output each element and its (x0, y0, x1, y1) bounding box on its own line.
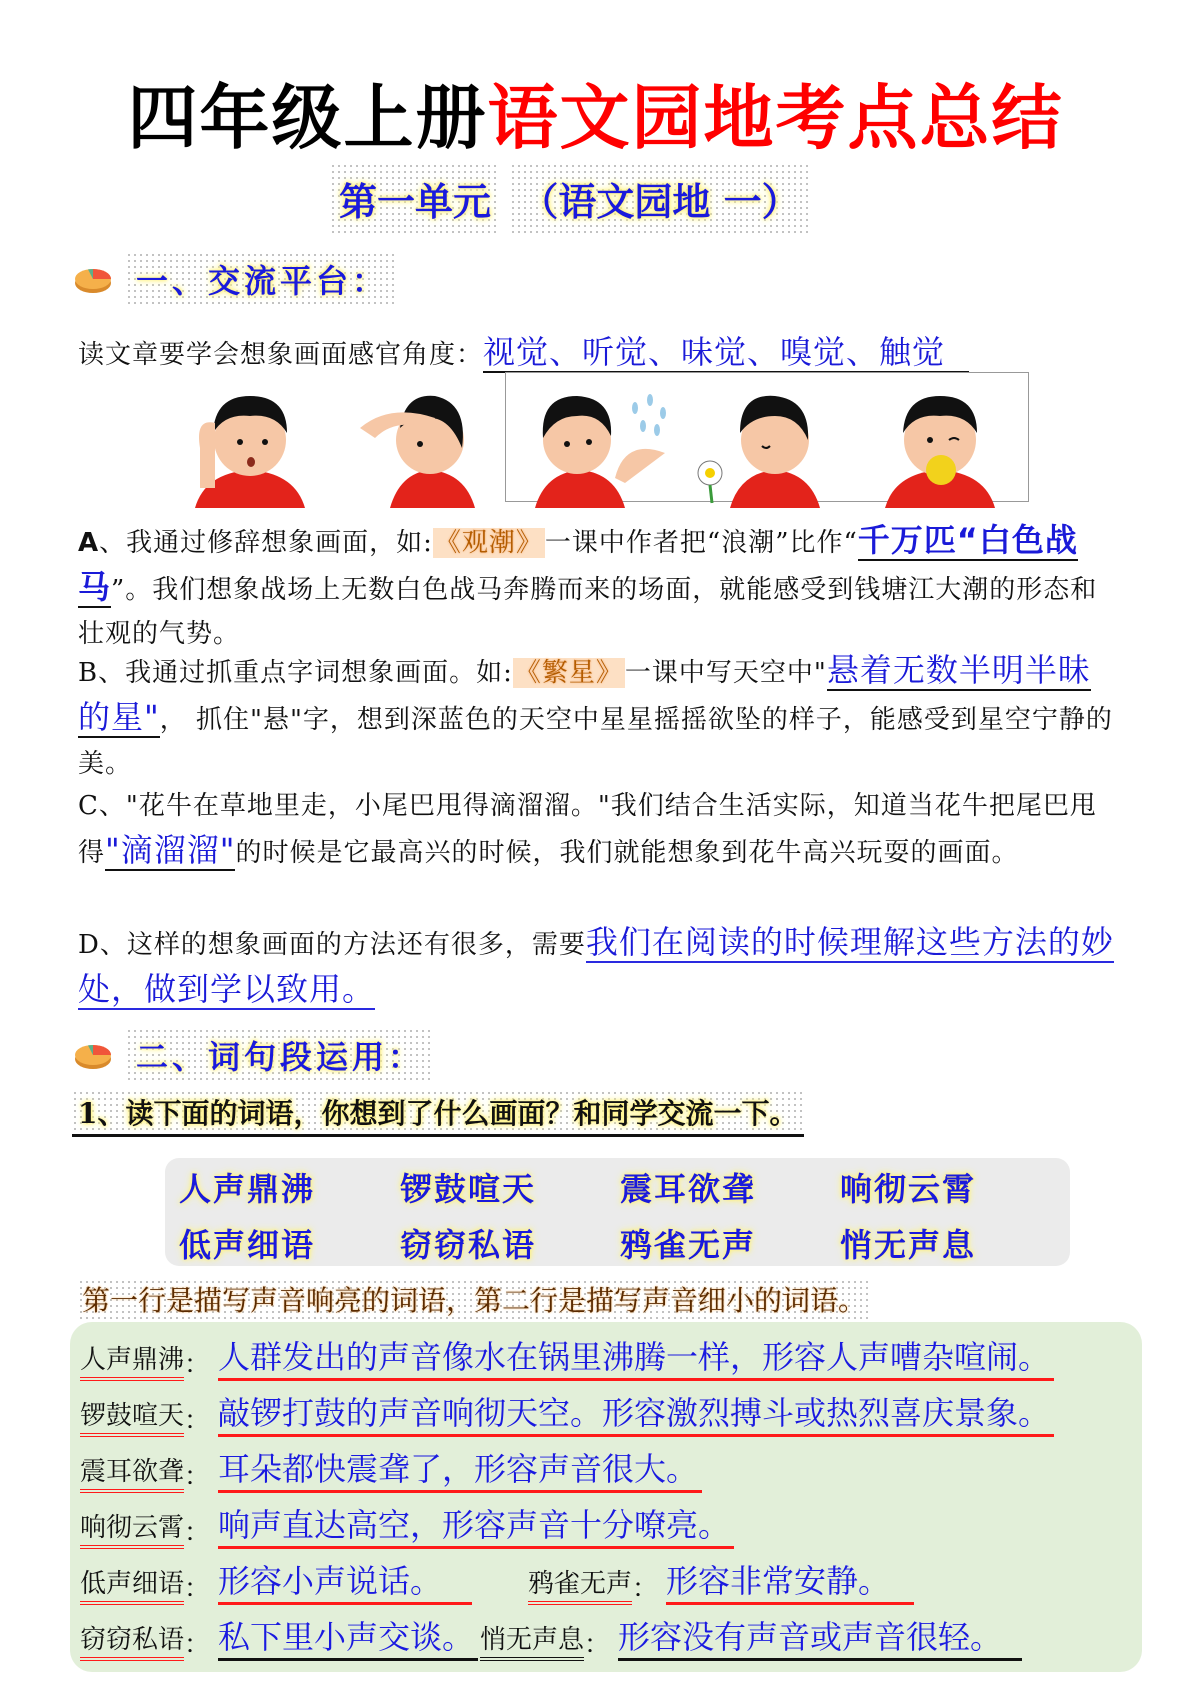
paragraph-a-text2: 一课中作者把“浪潮”比作“ (544, 528, 858, 558)
unit-heading-part1: 第一单元 (330, 163, 500, 233)
colon: ： (184, 1518, 211, 1548)
paragraph-b-text2: 一课中写天空中" (624, 658, 827, 688)
title-red-part: 语文园地考点总结 (487, 77, 1064, 159)
definition-term: 鸦雀无声 (528, 1563, 632, 1605)
page-title (0, 62, 1191, 163)
paragraph-a-text1: 、我通过修辞想象画面，如: (99, 528, 433, 558)
paragraph-b-text3: ， 抓住"悬"字，想到深蓝色的天空中星星摇摇欲坠的样子，能感受到星空宁静的美。 (78, 705, 1113, 779)
definition-meaning: 耳朵都快震聋了，形容声音很大。 (218, 1444, 702, 1493)
paragraph-c-text2: 的时候是它最高兴的时候，我们就能想象到花牛高兴玩耍的画面。 (235, 838, 1019, 868)
pie-chart-icon (74, 1042, 112, 1068)
definition-row (480, 1612, 1022, 1661)
colon: ： (184, 1574, 211, 1604)
definition-row (80, 1612, 478, 1661)
colon: ： (184, 1350, 211, 1380)
definition-meaning: 形容非常安静。 (666, 1556, 914, 1605)
definition-meaning: 人群发出的声音像水在锅里沸腾一样，形容人声嘈杂喧闹。 (218, 1332, 1054, 1381)
colon: ： (632, 1574, 659, 1604)
definition-term: 窃窃私语 (80, 1619, 184, 1661)
title-black-part: 四年级上册 (127, 77, 488, 159)
word-item: 窃窃私语 (400, 1226, 537, 1264)
word-item: 震耳欲聋 (620, 1170, 757, 1208)
paragraph-d-text1: D、这样的想象画面的方法还有很多，需要 (78, 930, 586, 960)
paragraph-b (78, 648, 1118, 786)
definition-term: 人声鼎沸 (80, 1339, 184, 1381)
definition-term: 悄无声息 (480, 1619, 584, 1661)
definition-row (80, 1500, 734, 1549)
word-category-note: 第一行是描写声音响亮的词语，第二行是描写声音细小的词语。 (78, 1279, 870, 1319)
definition-meaning: 形容小声说话。 (218, 1556, 472, 1605)
word-item: 响彻云霄 (840, 1170, 977, 1208)
colon: ： (184, 1630, 211, 1660)
section2-heading (74, 1028, 434, 1082)
unit-heading-part2: （语文园地 一） (510, 163, 810, 233)
section2-label: 二、词句段运用： (126, 1028, 434, 1082)
word-item: 鸦雀无声 (620, 1226, 757, 1264)
paragraph-c-highlight: "滴溜溜" (105, 831, 236, 869)
paragraph-b-highlight: 悬着无数半明半昧的星" (78, 651, 1091, 736)
exercise-question-1: 1、读下面的词语，你想到了什么画面？和同学交流一下。 (72, 1090, 804, 1137)
paragraph-a-label: A (78, 528, 100, 558)
definition-row (528, 1556, 914, 1605)
paragraph-d-highlight: 我们在阅读的时候理解这些方法的妙处，做到学以致用。 (78, 923, 1114, 1008)
senses-intro-label: 读文章要学会想象画面感官角度： (78, 340, 484, 370)
definition-row (80, 1332, 1054, 1381)
listening-boy-image (185, 378, 315, 508)
paragraph-c-text1: C、"花牛在草地里走，小尾巴甩得滴溜溜。"我们结合生活实际，知道当花牛把尾巴甩得 (78, 791, 1097, 868)
looking-boy-image (350, 378, 480, 508)
paragraph-a (78, 518, 1118, 656)
definition-term: 低声细语 (80, 1563, 184, 1605)
word-item: 人声鼎沸 (179, 1170, 316, 1208)
definition-meaning: 敲锣打鼓的声音响彻天空。形容激烈搏斗或热烈喜庆景象。 (218, 1388, 1054, 1437)
paragraph-b-text1: B、我通过抓重点字词想象画面。如: (78, 658, 513, 688)
section1-label: 一、交流平台： (126, 252, 398, 306)
word-grid (165, 1158, 1070, 1266)
definition-row (80, 1556, 472, 1605)
definition-meaning: 响声直达高空，形容声音十分嘹亮。 (218, 1500, 734, 1549)
paragraph-d (78, 920, 1118, 1014)
word-item: 锣鼓喧天 (400, 1170, 537, 1208)
book-title-guanchao: 《观潮》 (434, 528, 543, 558)
word-item: 悄无声息 (840, 1226, 977, 1264)
book-title-fanxing: 《繁星》 (514, 658, 623, 688)
definition-row (80, 1444, 702, 1493)
definition-meaning: 形容没有声音或声音很轻。 (618, 1612, 1022, 1661)
definition-term: 锣鼓喧天 (80, 1395, 184, 1437)
pie-chart-icon (74, 266, 112, 292)
paragraph-c (78, 784, 1118, 875)
definition-meaning: 私下里小声交谈。 (218, 1612, 478, 1661)
paragraph-a-highlight: 千万匹“白色战马 (78, 521, 1078, 606)
colon: ： (584, 1630, 611, 1660)
definition-row (80, 1388, 1054, 1437)
senses-list: 视觉、听觉、味觉、嗅觉、触觉 (483, 333, 969, 373)
paragraph-a-text3: ”。我们想象战场上无数白色战马奔腾而来的场面，就能感受到钱塘江大潮的形态和壮观的气势。 (78, 575, 1098, 649)
senses-intro (78, 330, 1118, 377)
touching-rain-boy-image (515, 378, 675, 508)
smelling-flower-boy-image (680, 378, 840, 508)
word-item: 低声细语 (179, 1226, 316, 1264)
definitions-panel (70, 1322, 1142, 1672)
definition-term: 响彻云霄 (80, 1507, 184, 1549)
definition-term: 震耳欲聋 (80, 1451, 184, 1493)
tasting-fruit-boy-image (875, 378, 1005, 508)
section1-heading (74, 252, 398, 306)
colon: ： (184, 1462, 211, 1492)
colon: ： (184, 1406, 211, 1436)
senses-illustrations (175, 378, 1055, 508)
